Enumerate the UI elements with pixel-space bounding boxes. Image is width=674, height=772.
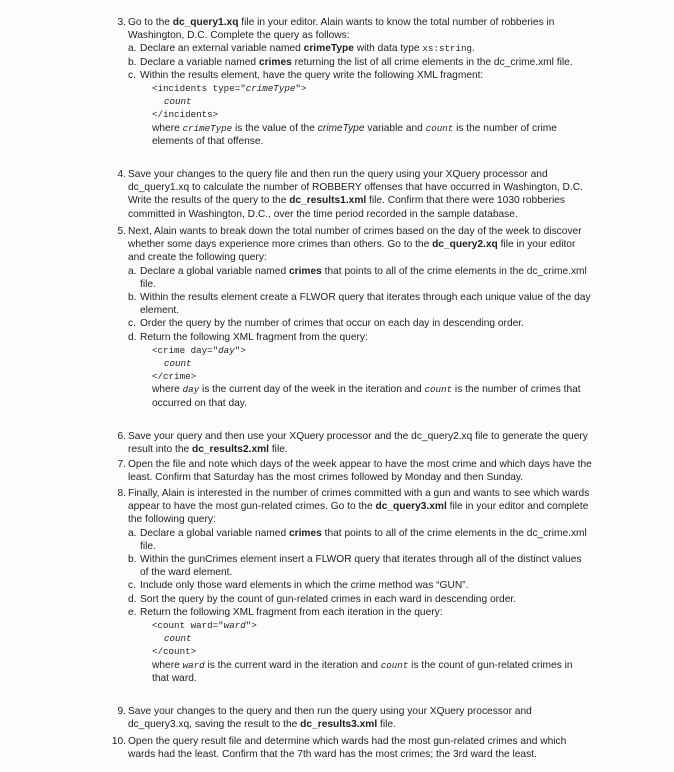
step-number: 7. xyxy=(117,459,126,470)
step-number: 3. xyxy=(117,17,126,28)
substep-b: b. Declare a variable named crimes returning the list of all crime elements in the dc_crime.xml file. xyxy=(128,56,573,68)
step-text: Save your query and then use your XQuery processor and the dc_query2.xq file to generate the query result into the dc_results2.xml file. xyxy=(128,431,588,456)
step-text: Go to the dc_query1.xq file in your editor. Alain wants to know the total number of robberies in Washington, D.C. Complete the query as follows: xyxy=(128,17,555,42)
code-line: count xyxy=(164,358,192,370)
filename: dc_query2.xq xyxy=(432,239,498,251)
step-number: 8. xyxy=(117,488,126,499)
code-explanation: where day is the current day of the week in the iteration and count is the number of crimes that occurred on that day. xyxy=(152,384,581,409)
step-text: Open the file and note which days of the week appear to have the most crime and which days have the least. Confirm that Saturday has the most crimes followed by Monday and then Sunday. xyxy=(128,459,592,484)
substep-c: c. Include only those ward elements in which the crime method was “GUN”. xyxy=(128,580,469,592)
substep-a: a. Declare an external variable named crimeType with data type xs:string. xyxy=(128,43,475,55)
substep-a: a. Declare a global variable named crimes that points to all of the crime elements in the dc_crime.xml file. xyxy=(128,527,587,552)
substep-a: a. Declare a global variable named crimes that points to all of the crime elements in the dc_crime.xml file. xyxy=(128,265,587,290)
filename: dc_query3.xml xyxy=(375,501,447,513)
substep-b: b. Within the gunCrimes element insert a FLWOR query that iterates through all of the distinct values of the ward element. xyxy=(128,554,582,579)
step-text: Finally, Alain is interested in the number of crimes committed with a gun and wants to see which wards appear to have the most gun-related crimes. Go to the dc_query3.xml file in your editor and complete the following query: xyxy=(128,488,590,526)
step-text: Next, Alain wants to break down the total number of crimes based on the day of the week to discover whether some days experience more crimes than others. Go to the dc_query2.xq file in your editor and create the following query: xyxy=(128,226,582,264)
step-3 xyxy=(117,16,592,148)
code-line: </crime> xyxy=(152,371,197,383)
substep-d: d. Return the following XML fragment from the query: xyxy=(128,331,368,343)
code-line: count xyxy=(164,633,192,645)
step-9 xyxy=(117,705,592,731)
code-line: count xyxy=(164,96,192,108)
step-number: 9. xyxy=(117,706,126,717)
step-8 xyxy=(117,487,592,685)
step-10 xyxy=(111,735,592,761)
step-number: 6. xyxy=(117,431,126,442)
substep-c: c. Within the results element, have the query write the following XML fragment: xyxy=(128,69,484,81)
code-line: <crime day="day"> xyxy=(152,344,246,356)
step-number: 5. xyxy=(117,226,126,237)
code-line: <incidents type="crimeType"> xyxy=(152,83,307,95)
step-5 xyxy=(117,225,592,410)
step-number: 10. xyxy=(111,736,126,747)
substep-b: b. Within the results element create a FLWOR query that iterates through each unique value of the day element. xyxy=(128,292,591,317)
step-number: 4. xyxy=(117,169,126,180)
step-text: Open the query result file and determine which wards had the most gun-related crimes and which wards had the least. Confirm that the 7th ward has the most crimes; the 3rd ward the least. xyxy=(128,736,567,761)
step-text: Save your changes to the query and then run the query using your XQuery processor and dc_query3.xq, saving the result to the dc_results3.xml file. xyxy=(128,706,532,731)
filename: dc_query1.xq xyxy=(172,17,239,28)
substep-e: e. Return the following XML fragment from each iteration in the query: xyxy=(128,606,443,618)
substep-d: d. Sort the query by the count of gun-related crimes in each ward in descending order. xyxy=(128,593,517,605)
code-line: </incidents> xyxy=(152,109,219,121)
code-explanation: where ward is the current ward in the iteration and count is the count of gun-related crimes in that ward. xyxy=(152,659,573,684)
step-7 xyxy=(117,458,592,484)
filename: dc_results3.xml xyxy=(300,719,378,731)
code-explanation: where crimeType is the value of the crimeType variable and count is the number of crime elements of that offense. xyxy=(152,122,557,147)
step-text: Save your changes to the query file and then run the query using your XQuery processor and dc_query1.xq to calculate the number of ROBBERY offenses that have occurred in Washington, D.C. Write the results of the query to the dc_results1.xml file. Confirm that there were 1030 robberies committed in Washington, D.C., over the time period recorded in the sample database. xyxy=(128,169,583,220)
step-4 xyxy=(117,168,592,221)
code-line: </count> xyxy=(152,646,197,658)
code-line: <count ward="ward"> xyxy=(152,620,257,632)
substep-c: c. Order the query by the number of crimes that occur on each day in descending order. xyxy=(128,318,524,330)
filename: dc_results2.xml xyxy=(192,444,270,456)
filename: dc_results1.xml xyxy=(289,195,367,207)
step-6 xyxy=(117,430,592,456)
